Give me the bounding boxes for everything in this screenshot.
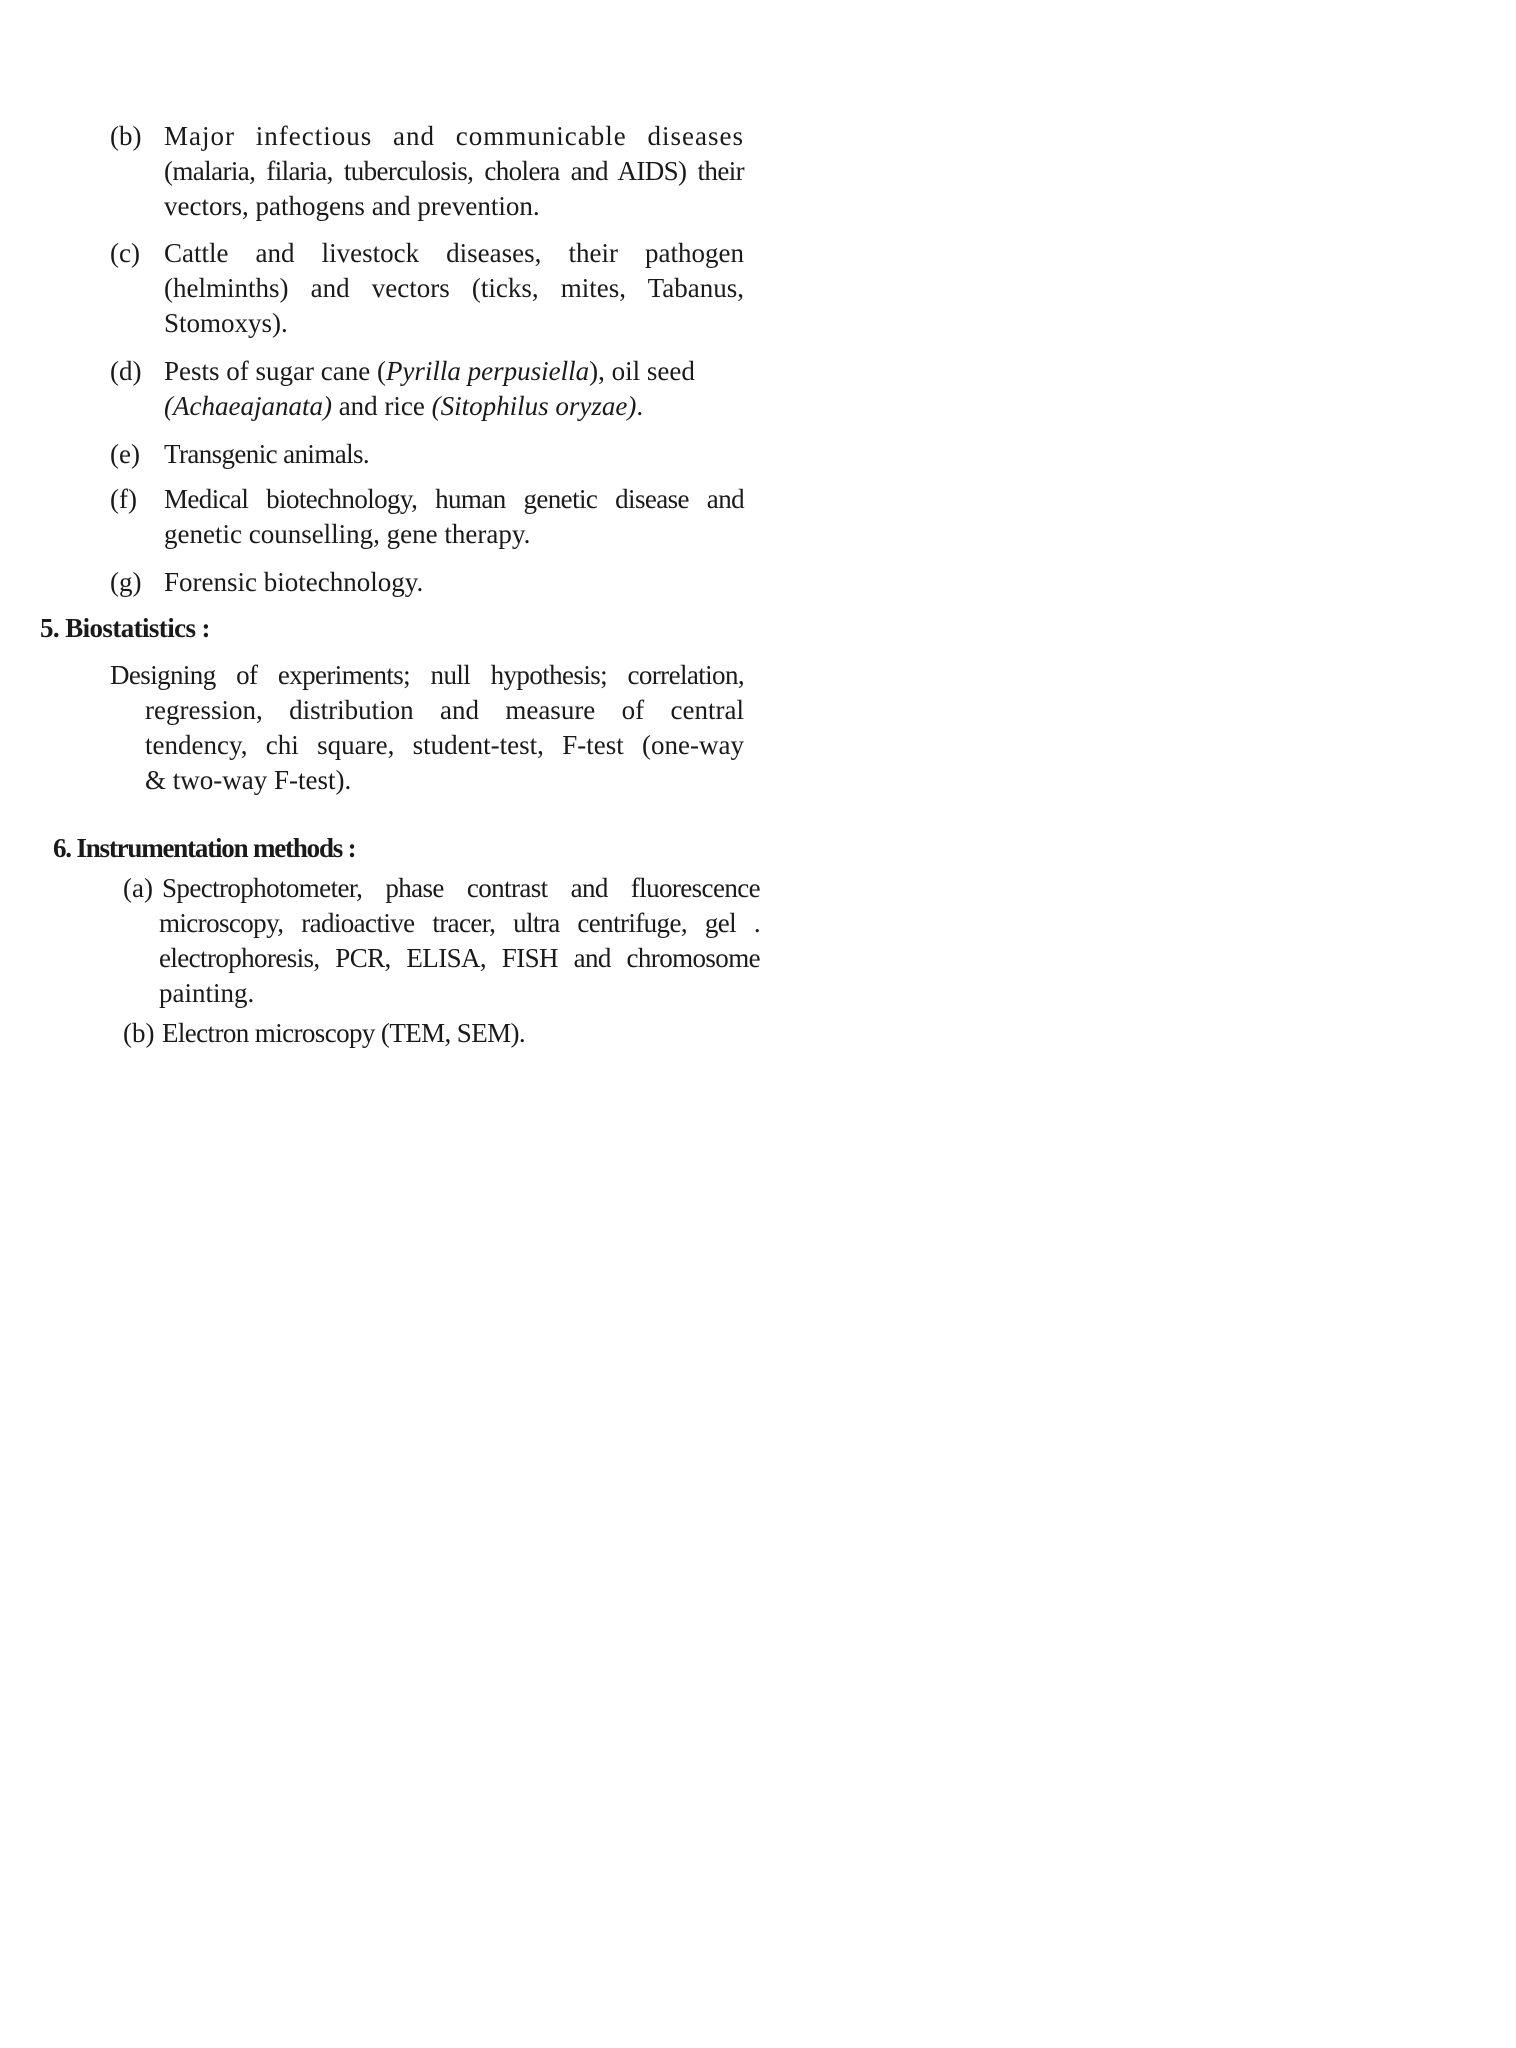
item-g-line-1: Forensic biotechnology. <box>164 567 424 597</box>
item-c-line-3: Stomoxys). <box>164 308 288 338</box>
item-d-text: . <box>636 391 644 421</box>
item-d-text: ), oil seed <box>589 356 695 386</box>
item-label-f: (f) <box>110 484 137 514</box>
instr-a-line-4: painting. <box>159 978 255 1008</box>
instr-item-label-a: (a) <box>123 873 153 903</box>
instr-a-line-3: electrophoresis, PCR, ELISA, FISH and chromosome <box>159 943 760 973</box>
item-f-line-2: genetic counselling, gene therapy. <box>164 519 531 549</box>
item-c-line-2: (helminths) and vectors (ticks, mites, Tabanus, <box>164 273 744 303</box>
biostat-line-1: Designing of experiments; null hypothesis; correlation, <box>110 660 744 690</box>
item-c-line-1: Cattle and livestock diseases, their pathogen <box>164 238 744 268</box>
item-d-line-1 <box>164 354 695 389</box>
instr-a-line-2: microscopy, radioactive tracer, ultra centrifuge, gel . <box>159 908 760 938</box>
item-b-line-1: Major infectious and communicable diseases <box>164 121 744 151</box>
item-label-b: (b) <box>110 121 142 151</box>
section-heading-instrumentation: 6. Instrumentation methods : <box>53 833 356 863</box>
item-b-line-2: (malaria, filaria, tuberculosis, cholera and AIDS) their <box>164 156 744 186</box>
species-sitophilus: (Sitophilus oryzae) <box>431 391 637 421</box>
item-label-d: (d) <box>110 356 142 386</box>
section-heading-biostatistics: 5. Biostatistics : <box>40 613 210 643</box>
species-pyrilla: Pyrilla perpusiella <box>385 356 590 386</box>
item-d-text: and rice <box>331 391 432 421</box>
instr-b-line-1: Electron microscopy (TEM, SEM). <box>162 1018 526 1048</box>
biostat-line-2: regression, distribution and measure of central <box>145 695 744 725</box>
item-d-line-2 <box>164 389 643 424</box>
biostat-line-3: tendency, chi square, student-test, F-test (one-way <box>145 730 744 760</box>
item-label-c: (c) <box>110 238 140 268</box>
species-achaea: (Achaeajanata) <box>164 391 332 421</box>
item-d-text: Pests of sugar cane ( <box>164 356 386 386</box>
item-b-line-3: vectors, pathogens and prevention. <box>164 191 540 221</box>
instr-a-line-1: Spectrophotometer, phase contrast and fluorescence <box>162 873 760 903</box>
biostat-line-4: & two-way F-test). <box>145 765 352 795</box>
item-label-e: (e) <box>110 439 140 469</box>
item-e-line-1: Transgenic animals. <box>164 439 370 469</box>
instr-item-label-b: (b) <box>123 1018 155 1048</box>
item-label-g: (g) <box>110 567 142 597</box>
item-f-line-1: Medical biotechnology, human genetic disease and <box>164 484 744 514</box>
